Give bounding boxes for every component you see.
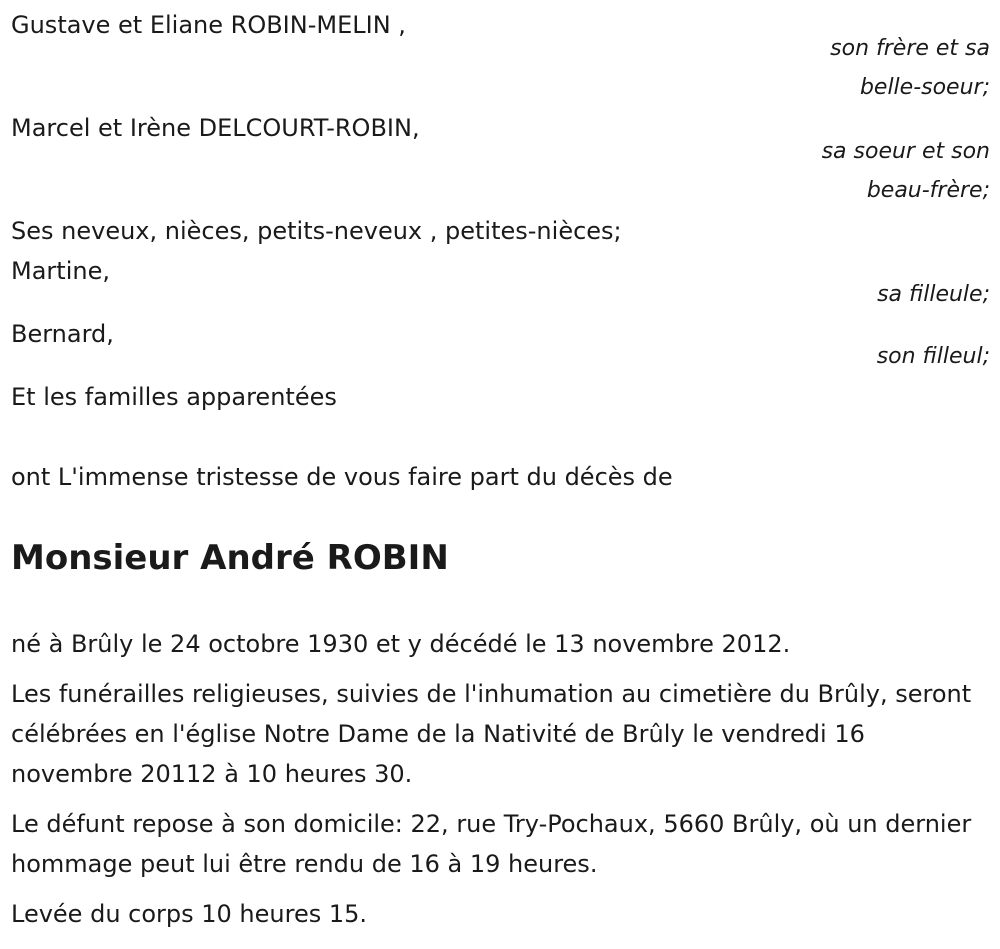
relation-gustave-line1: son frère et sa	[830, 36, 990, 61]
family-member-gustave: Gustave et Eliane ROBIN-MELIN ,	[11, 11, 406, 39]
relation-gustave-line2: belle-soeur;	[859, 75, 990, 100]
deceased-name: Monsieur André ROBIN	[11, 538, 449, 578]
family-nephews: Ses neveux, nièces, petits-neveux , petites-nièces;	[11, 217, 622, 245]
relation-bernard: son filleul;	[876, 344, 990, 369]
relation-marcel-line2: beau-frère;	[866, 178, 990, 203]
residence-info: Le défunt repose à son domicile: 22, rue Try-Pochaux, 5660 Brûly, où un dernier hommage peut lui être rendu de 16 à 19 heures.	[11, 810, 972, 878]
family-member-bernard: Bernard,	[11, 320, 114, 348]
levee-info: Levée du corps 10 heures 15.	[11, 900, 368, 928]
family-member-marcel: Marcel et Irène DELCOURT-ROBIN,	[11, 114, 420, 142]
family-member-martine: Martine,	[11, 257, 110, 285]
family-related: Et les familles apparentées	[11, 383, 337, 411]
funeral-info: Les funérailles religieuses, suivies de l'inhumation au cimetière du Brûly, seront célébrées en l'église Notre Dame de la Nativité de Brûly le vendredi 16 novembre 20112 à 10 heures 30.	[11, 680, 972, 788]
relation-marcel-line1: sa soeur et son	[821, 139, 990, 164]
relation-martine: sa filleule;	[877, 282, 990, 307]
announcement-text: ont L'immense tristesse de vous faire part du décès de	[11, 463, 673, 491]
birth-death-info: né à Brûly le 24 octobre 1930 et y décédé le 13 novembre 2012.	[11, 630, 791, 658]
